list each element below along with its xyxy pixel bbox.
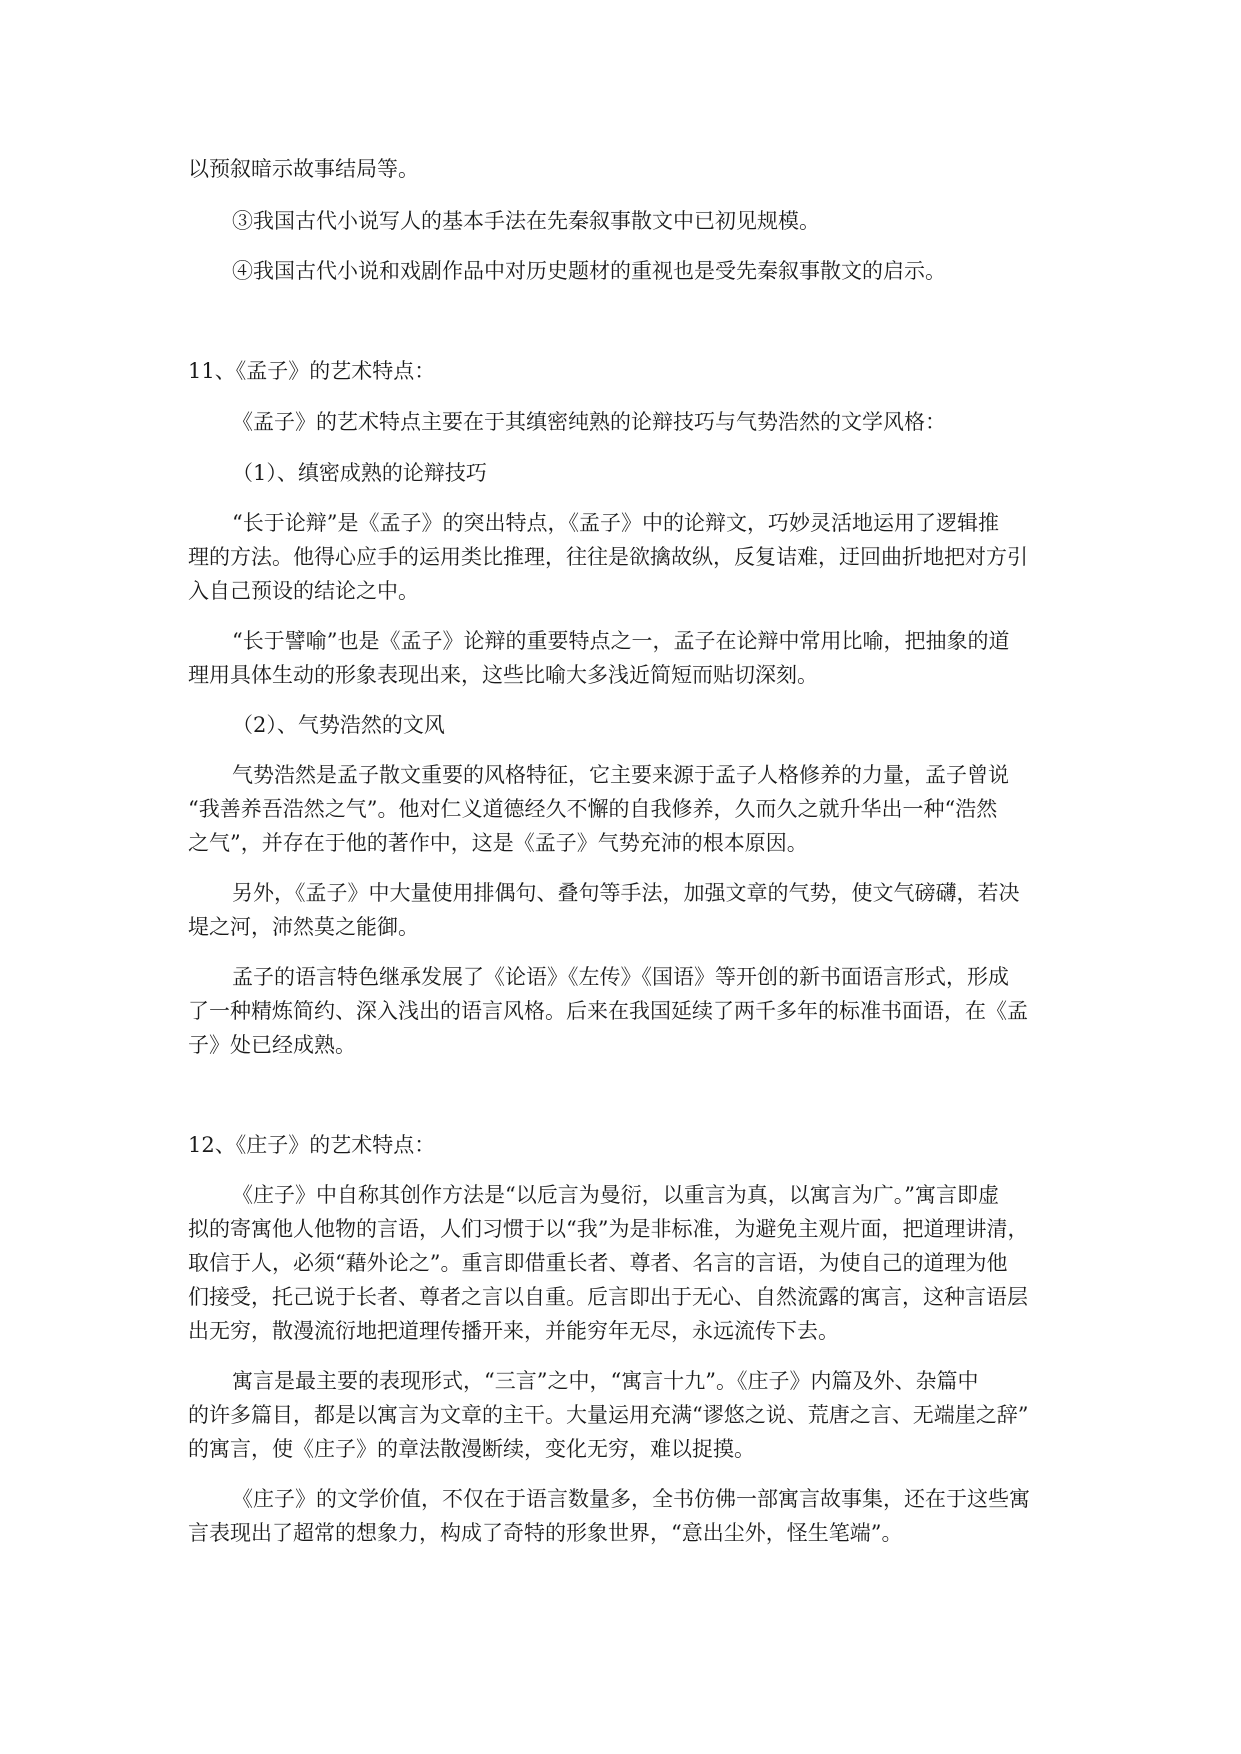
paragraph-line: 了一种精炼简约、深入浅出的语言风格。后来在我国延续了两千多年的标准书面语，在《孟 <box>188 999 1028 1023</box>
list-item: ④我国古代小说和戏剧作品中对历史题材的重视也是受先秦叙事散文的启示。 <box>232 259 946 283</box>
paragraph-line: 言表现出了超常的想象力，构成了奇特的形象世界，“意出尘外，怪生笔端”。 <box>188 1521 903 1545</box>
subsection-heading: （1）、缜密成熟的论辩技巧 <box>232 461 487 485</box>
paragraph-line: 孟子的语言特色继承发展了《论语》《左传》《国语》等开创的新书面语言形式，形成 <box>232 965 1009 989</box>
paragraph-line: 《孟子》的艺术特点主要在于其缜密纯熟的论辩技巧与气势浩然的文学风格： <box>232 410 946 434</box>
paragraph-line: 《庄子》中自称其创作方法是“以卮言为曼衍，以重言为真，以寓言为广。”寓言即虚 <box>232 1183 999 1207</box>
paragraph-line: 的许多篇目，都是以寓言为文章的主干。大量运用充满“谬悠之说、荒唐之言、无端崖之辞” <box>188 1403 1029 1427</box>
paragraph-line: 们接受，托己说于长者、尊者之言以自重。卮言即出于无心、自然流露的寓言，这种言语层 <box>188 1285 1028 1309</box>
paragraph-line: “长于譬喻”也是《孟子》论辩的重要特点之一，孟子在论辩中常用比喻，把抽象的道 <box>232 629 1010 653</box>
paragraph-line: 寓言是最主要的表现形式，“三言”之中，“寓言十九”。《庄子》内篇及外、杂篇中 <box>232 1369 979 1393</box>
paragraph-line: 入自己预设的结论之中。 <box>188 579 419 603</box>
paragraph-line: 取信于人，必须“藉外论之”。重言即借重长者、尊者、名言的言语，为使自己的道理为他 <box>188 1251 1008 1275</box>
paragraph-line: 堤之河，沛然莫之能御。 <box>188 915 419 939</box>
paragraph-line: 拟的寄寓他人他物的言语，人们习惯于以“我”为是非标准，为避免主观片面，把道理讲清， <box>188 1217 1029 1241</box>
paragraph-line: 另外，《孟子》中大量使用排偶句、叠句等手法，加强文章的气势，使文气磅礴，若决 <box>232 881 1020 905</box>
paragraph-line: 理的方法。他得心应手的运用类比推理，往往是欲擒故纵，反复诘难，迂回曲折地把对方引 <box>188 545 1028 569</box>
section-heading: 12、《庄子》的艺术特点： <box>188 1133 436 1157</box>
subsection-heading: （2）、气势浩然的文风 <box>232 713 445 737</box>
section-heading: 11、《孟子》的艺术特点： <box>188 359 436 383</box>
paragraph-line: 理用具体生动的形象表现出来，这些比喻大多浅近简短而贴切深刻。 <box>188 663 818 687</box>
paragraph-line: 子》处已经成熟。 <box>188 1033 356 1057</box>
paragraph-line: 出无穷，散漫流衍地把道理传播开来，并能穷年无尽，永远流传下去。 <box>188 1319 839 1343</box>
paragraph-line: 之气”，并存在于他的著作中，这是《孟子》气势充沛的根本原因。 <box>188 831 808 855</box>
paragraph-line: 《庄子》的文学价值，不仅在于语言数量多，全书仿佛一部寓言故事集，还在于这些寓 <box>232 1487 1030 1511</box>
paragraph-line: 以预叙暗示故事结局等。 <box>188 157 419 181</box>
paragraph-line: “长于论辩”是《孟子》的突出特点，《孟子》中的论辩文，巧妙灵活地运用了逻辑推 <box>232 511 999 535</box>
list-item: ③我国古代小说写人的基本手法在先秦叙事散文中已初见规模。 <box>232 209 820 233</box>
paragraph-line: “我善养吾浩然之气”。他对仁义道德经久不懈的自我修养，久而久之就升华出一种“浩然 <box>188 797 998 821</box>
paragraph-line: 的寓言，使《庄子》的章法散漫断续，变化无穷，难以捉摸。 <box>188 1437 755 1461</box>
paragraph-line: 气势浩然是孟子散文重要的风格特征，它主要来源于孟子人格修养的力量，孟子曾说 <box>232 763 1009 787</box>
